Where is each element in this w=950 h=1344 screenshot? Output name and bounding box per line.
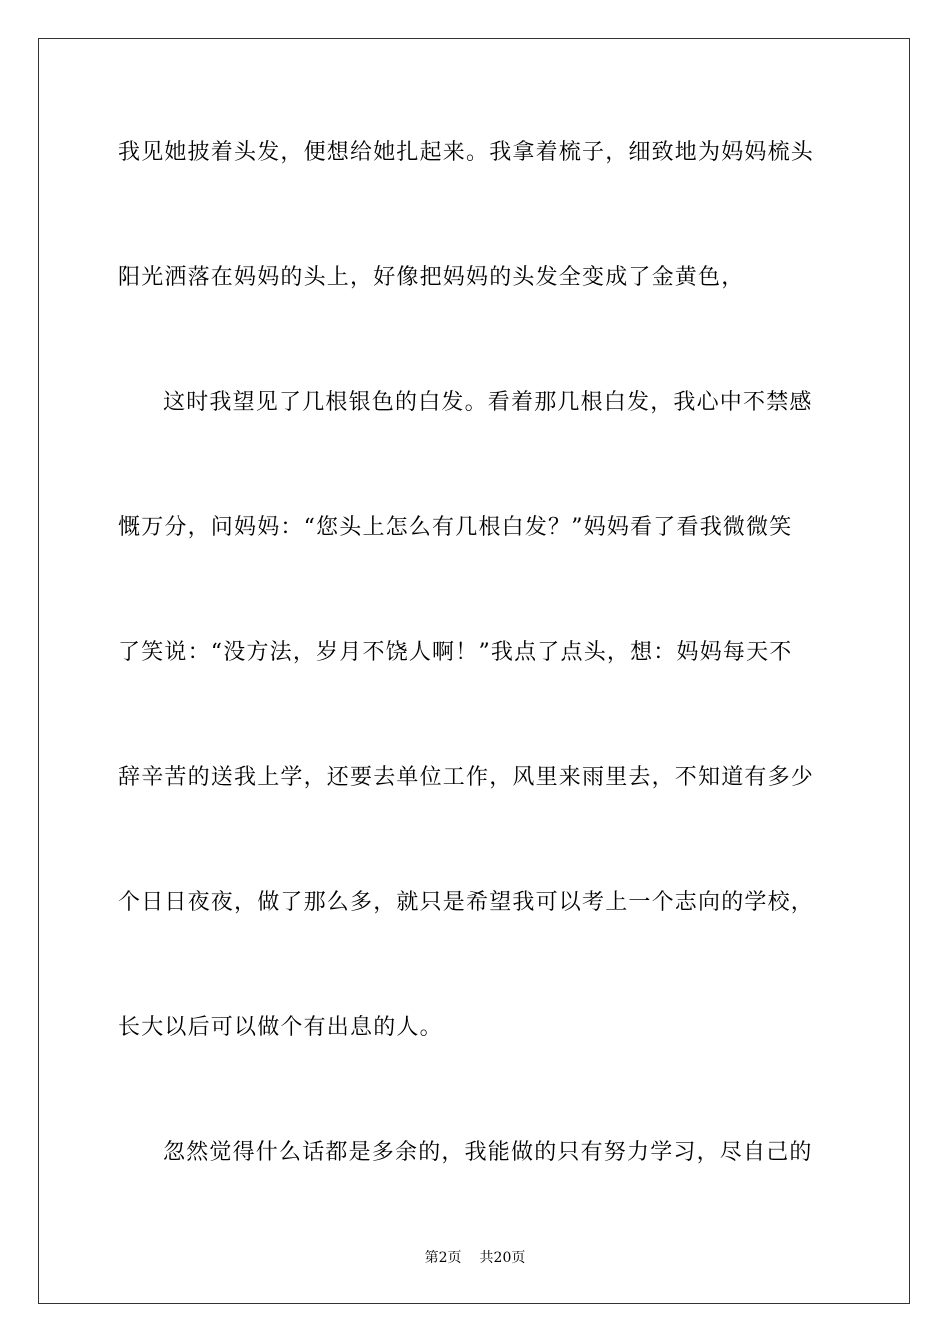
text-line-8: 长大以后可以做个有出息的人。 [118,1015,443,1040]
text-line-6: 辞辛苦的送我上学，还要去单位工作，风里来雨里去，不知道有多少 [118,765,815,790]
text-line-9: 忽然觉得什么话都是多余的，我能做的只有努力学习，尽自己的 [163,1140,813,1165]
text-line-1: 我见她披着头发，便想给她扎起来。我拿着梳子，细致地为妈妈梳头 [118,140,815,165]
text-line-5: 了笑说：“没方法，岁月不饶人啊！”我点了点头，想：妈妈每天不 [118,640,793,665]
page-border [38,38,910,1304]
page-number: 第2页 [424,1250,462,1266]
text-line-4: 慨万分，问妈妈：“您头上怎么有几根白发？”妈妈看了看我微微笑 [118,515,793,540]
text-line-3: 这时我望见了几根银色的白发。看着那几根白发，我心中不禁感 [163,390,813,415]
text-line-7: 个日日夜夜，做了那么多，就只是希望我可以考上一个志向的学校， [118,890,815,915]
text-line-2: 阳光洒落在妈妈的头上，好像把妈妈的头发全变成了金黄色， [118,265,745,290]
page-total: 共20页 [479,1250,526,1266]
page-footer [0,1249,950,1267]
